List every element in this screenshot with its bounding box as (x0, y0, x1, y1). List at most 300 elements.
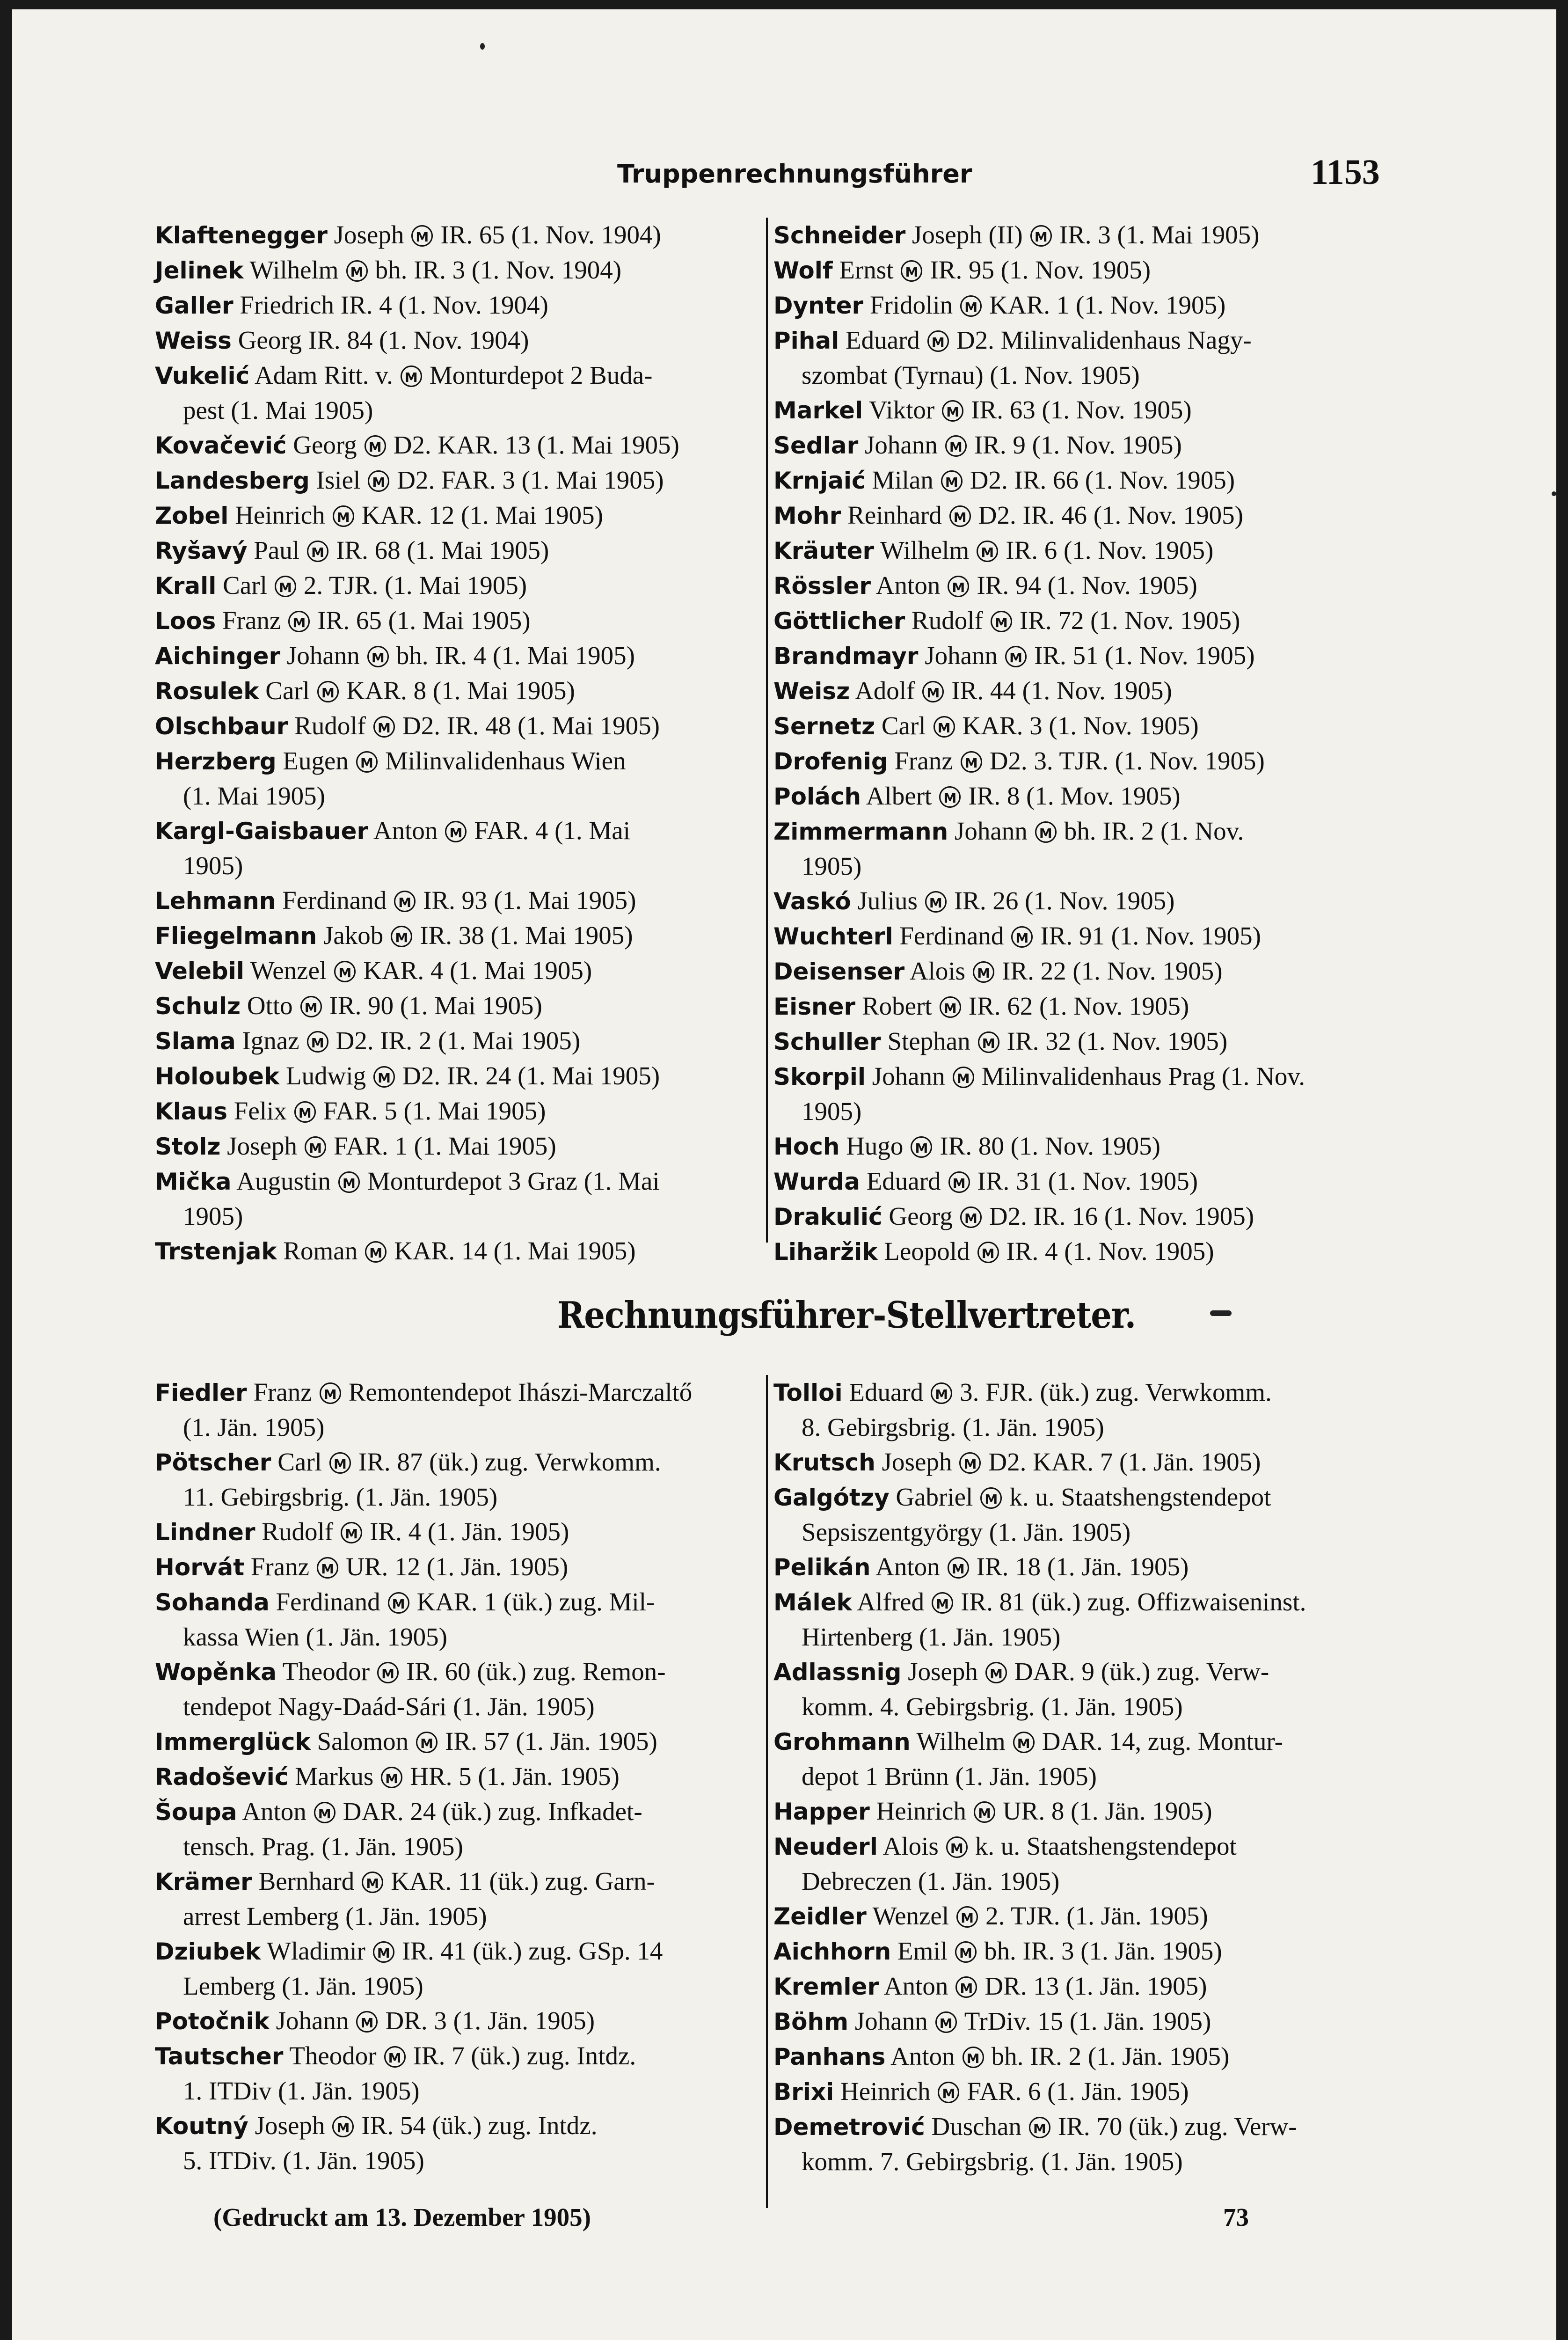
surname: Klaus (155, 1098, 227, 1125)
circled-m-icon (931, 1382, 952, 1404)
surname: Skorpil (773, 1063, 866, 1090)
roster-entry (155, 813, 768, 848)
given-name: Julius (857, 886, 918, 915)
surname: Aichinger (155, 643, 281, 670)
unit-assignment: UR. 8 (1. Jän. 1905) (1002, 1797, 1212, 1825)
surname: Wuchterl (773, 923, 893, 950)
surname: Pihal (773, 327, 839, 354)
unit-assignment: IR. 9 (1. Nov. 1905) (974, 431, 1182, 459)
circled-m-icon (381, 1767, 402, 1788)
circled-m-icon (356, 751, 378, 773)
given-name: Emil (897, 1937, 948, 1965)
circled-m-icon (394, 891, 416, 912)
given-name: Eduard (846, 326, 920, 354)
entry-continuation: Lemberg (1. Jän. 1905) (183, 1972, 423, 2000)
circled-m-icon (953, 1067, 974, 1088)
surname: Schneider (773, 222, 906, 249)
unit-assignment: IR. 44 (1. Nov. 1905) (951, 676, 1172, 705)
entry-continuation: 1905) (183, 1202, 243, 1230)
surname: Krämer (155, 1868, 252, 1895)
unit-assignment: IR. 80 (1. Nov. 1905) (940, 1132, 1160, 1160)
unit-assignment: DR. 13 (1. Jän. 1905) (985, 1972, 1207, 2000)
given-name: Wilhelm (249, 256, 339, 284)
unit-assignment: IR. 41 (ük.) zug. GSp. 14 (401, 1937, 663, 1965)
unit-assignment: KAR. 14 (1. Mai 1905) (394, 1236, 636, 1265)
given-name: Roman (283, 1236, 358, 1265)
unit-assignment: D2. IR. 16 (1. Nov. 1905) (989, 1202, 1254, 1230)
unit-assignment: D2. FAR. 3 (1. Mai 1905) (397, 466, 664, 494)
circled-m-icon (925, 891, 947, 913)
unit-assignment: IR. 4 (1. Nov. 1905) (1006, 1237, 1214, 1265)
circled-m-icon (927, 330, 949, 352)
unit-assignment: D2. IR. 66 (1. Nov. 1905) (970, 466, 1235, 494)
roster-entry (155, 988, 768, 1024)
unit-assignment: IR. 87 (ük.) zug. Verwkomm. (358, 1448, 661, 1476)
circled-m-icon (288, 611, 310, 632)
roster-entry (773, 814, 1386, 849)
circled-m-icon (991, 611, 1012, 632)
given-name: Ferdinand (282, 886, 387, 914)
roster-entry (155, 1654, 768, 1689)
surname: Drakulić (773, 1203, 882, 1230)
roster-entry (773, 1234, 1386, 1269)
circled-m-icon (922, 681, 944, 702)
entry-continuation: komm. 7. Gebirgsbrig. (1. Jän. 1905) (802, 2147, 1183, 2176)
surname: Horvát (155, 1554, 245, 1581)
surname: Krall (155, 572, 217, 600)
circled-m-icon (445, 821, 467, 842)
entry-continuation: pest (1. Mai 1905) (183, 396, 373, 424)
circled-m-icon (960, 1207, 982, 1228)
given-name: Heinrich (876, 1797, 966, 1825)
circled-m-icon (317, 1557, 338, 1579)
given-name: Adolf (855, 676, 915, 705)
roster-entry (155, 2108, 768, 2143)
given-name: Anton (875, 1552, 940, 1581)
unit-assignment: IR. 63 (1. Nov. 1905) (971, 395, 1192, 424)
surname: Immerglück (155, 1728, 311, 1755)
roster-entry (773, 884, 1386, 919)
given-name: Johann (865, 431, 938, 459)
unit-assignment: IR. 70 (ük.) zug. Verw- (1057, 2112, 1297, 2141)
surname: Galgótzy (773, 1484, 890, 1511)
circled-m-icon (346, 260, 368, 282)
given-name: Felix (233, 1097, 287, 1125)
circled-m-icon (373, 716, 395, 738)
given-name: Stephan (887, 1027, 970, 1055)
given-name: Joseph (882, 1448, 952, 1476)
ink-blot (1210, 1310, 1232, 1316)
surname: Mička (155, 1168, 232, 1195)
circled-m-icon (401, 366, 422, 387)
surname: Wurda (773, 1168, 860, 1195)
unit-assignment: 3. FJR. (ük.) zug. Verwkomm. (960, 1378, 1272, 1406)
given-name: Johann (925, 641, 998, 670)
surname: Zobel (155, 502, 229, 529)
surname: Lehmann (155, 887, 276, 914)
surname: Sohanda (155, 1589, 270, 1616)
given-name: Ferdinand (276, 1587, 380, 1616)
unit-assignment: HR. 5 (1. Jän. 1905) (410, 1762, 620, 1791)
circled-m-icon (1013, 1732, 1035, 1753)
entry-continuation: (1. Jän. 1905) (183, 1413, 325, 1441)
circled-m-icon (1030, 225, 1052, 247)
unit-assignment: IR. 18 (1. Jän. 1905) (976, 1552, 1189, 1581)
unit-assignment: bh. IR. 3 (1. Jän. 1905) (984, 1937, 1222, 1965)
surname: Herzberg (155, 748, 277, 775)
unit-assignment: IR. 57 (1. Jän. 1905) (445, 1727, 657, 1755)
given-name: Milan (872, 466, 934, 494)
surname: Jelinek (155, 257, 244, 284)
given-name: Anton (883, 1972, 948, 2000)
surname: Fliegelmann (155, 922, 317, 950)
roster-entry (155, 1759, 768, 1794)
roster-entry (155, 253, 768, 288)
roster-entry (773, 1654, 1386, 1689)
circled-m-icon (338, 1171, 360, 1193)
surname: Liharžik (773, 1238, 878, 1265)
roster-entry (773, 2109, 1386, 2144)
entry-continuation: szombat (Tyrnau) (1. Nov. 1905) (802, 361, 1140, 389)
given-name: Rudolf (262, 1517, 334, 1546)
given-name: Leopold (884, 1237, 970, 1265)
entry-continuation: 5. ITDiv. (1. Jän. 1905) (183, 2146, 424, 2175)
surname: Kargl-Gaisbauer (155, 818, 369, 845)
roster-entry (773, 533, 1386, 568)
unit-assignment: Monturdepot 2 Buda- (429, 361, 653, 389)
unit-assignment: 2. TJR. (1. Jän. 1905) (985, 1901, 1208, 1930)
surname: Kovačević (155, 432, 287, 459)
circled-m-icon (388, 1592, 409, 1614)
unit-assignment: D2. KAR. 13 (1. Mai 1905) (393, 431, 679, 459)
circled-m-icon (1029, 2117, 1050, 2138)
unit-assignment: FAR. 1 (1. Mai 1905) (334, 1132, 556, 1160)
surname: Fiedler (155, 1379, 247, 1406)
roster-entry (155, 568, 768, 603)
roster-entry (773, 218, 1386, 253)
right-column-top (773, 218, 1386, 1269)
given-name: Johann (276, 2006, 349, 2035)
unit-assignment: bh. IR. 2 (1. Nov. (1064, 817, 1244, 845)
unit-assignment: IR. 38 (1. Mai 1905) (420, 921, 633, 950)
surname: Schulz (155, 993, 241, 1020)
given-name: Ludwig (286, 1061, 366, 1090)
unit-assignment: KAR. 1 (1. Nov. 1905) (989, 291, 1226, 319)
given-name: Ignaz (242, 1026, 299, 1055)
surname: Krutsch (773, 1449, 875, 1476)
given-name: Jakob (323, 921, 384, 950)
unit-assignment: bh. IR. 2 (1. Jän. 1905) (991, 2042, 1230, 2070)
roster-entry (155, 218, 768, 253)
unit-assignment: DR. 3 (1. Jän. 1905) (385, 2006, 595, 2035)
unit-assignment: IR. 4 (1. Jän. 1905) (370, 1517, 569, 1546)
surname: Sedlar (773, 432, 859, 459)
roster-entry (155, 1059, 768, 1094)
given-name: Georg IR. 84 (1. Nov. 1904) (238, 326, 529, 354)
circled-m-icon (901, 260, 922, 282)
roster-entry (155, 603, 768, 638)
surname: Neuderl (773, 1833, 878, 1860)
circled-m-icon (307, 541, 328, 562)
given-name: Wladimir (267, 1937, 365, 1965)
given-name: Johann (872, 1062, 945, 1090)
right-column-bottom (773, 1375, 1386, 2179)
given-name: Augustin (236, 1167, 331, 1195)
circled-m-icon (367, 646, 389, 667)
roster-entry (155, 1445, 768, 1480)
circled-m-icon (332, 2116, 354, 2137)
given-name: Franz (222, 606, 281, 635)
entry-continuation: 1905) (802, 1097, 862, 1126)
roster-entry (155, 1794, 768, 1829)
surname: Landesberg (155, 467, 310, 494)
unit-assignment: 2. TJR. (1. Mai 1905) (303, 571, 527, 600)
roster-entry (155, 428, 768, 463)
surname: Kräuter (773, 537, 875, 564)
roster-entry (773, 1934, 1386, 1969)
surname: Stolz (155, 1133, 221, 1160)
roster-entry (155, 1514, 768, 1550)
surname: Adlassnig (773, 1659, 902, 1686)
roster-entry (773, 1129, 1386, 1164)
roster-entry (773, 253, 1386, 288)
unit-assignment: IR. 60 (ük.) zug. Remon- (406, 1657, 666, 1686)
given-name: Adam Ritt. v. (254, 361, 393, 389)
surname: Lindner (155, 1519, 255, 1546)
circled-m-icon (955, 1941, 977, 1963)
running-header: Truppenrechnungsführer (617, 159, 972, 189)
given-name: Markus (295, 1762, 374, 1791)
unit-assignment: k. u. Staatshengstendepot (975, 1832, 1237, 1860)
circled-m-icon (935, 2011, 957, 2033)
unit-assignment: IR. 95 (1. Nov. 1905) (930, 256, 1151, 284)
given-name: Joseph (908, 1657, 978, 1686)
roster-entry (155, 709, 768, 744)
roster-entry (155, 1164, 768, 1199)
given-name: Viktor (868, 395, 935, 424)
unit-assignment: IR. 22 (1. Nov. 1905) (1002, 957, 1223, 985)
circled-m-icon (939, 786, 961, 808)
roster-entry (773, 709, 1386, 744)
given-name: Georg (889, 1202, 953, 1230)
given-name: Heinrich (235, 501, 325, 529)
roster-entry (155, 1550, 768, 1585)
circled-m-icon (307, 1031, 328, 1053)
circled-m-icon (940, 996, 961, 1018)
given-name: Duschan (931, 2112, 1021, 2141)
roster-entry (155, 323, 768, 358)
roster-entry (155, 638, 768, 673)
roster-entry (155, 1585, 768, 1620)
roster-entry (155, 463, 768, 498)
given-name: Johann (954, 817, 1028, 845)
scan-speck (480, 43, 485, 50)
circled-m-icon (368, 470, 389, 492)
given-name: Bernhard (258, 1867, 355, 1895)
circled-m-icon (956, 1906, 978, 1928)
unit-assignment: D2. KAR. 7 (1. Jän. 1905) (988, 1448, 1261, 1476)
entry-continuation: arrest Lemberg (1. Jän. 1905) (183, 1902, 487, 1930)
given-name: Carl (881, 711, 926, 740)
circled-m-icon (1011, 926, 1033, 948)
unit-assignment: IR. 72 (1. Nov. 1905) (1019, 606, 1240, 635)
surname: Wolf (773, 257, 833, 284)
circled-m-icon (938, 2082, 959, 2103)
unit-assignment: Monturdepot 3 Graz (1. Mai (367, 1167, 660, 1195)
unit-assignment: IR. 91 (1. Nov. 1905) (1040, 921, 1261, 950)
surname: Deisenser (773, 958, 905, 985)
unit-assignment: D2. IR. 46 (1. Nov. 1905) (978, 501, 1243, 529)
roster-entry (773, 603, 1386, 638)
circled-m-icon (942, 400, 963, 422)
circled-m-icon (949, 505, 971, 527)
roster-entry (773, 498, 1386, 533)
roster-entry (155, 288, 768, 323)
left-column-top (155, 218, 768, 1269)
given-name: Ernst (839, 256, 894, 284)
given-name: Johann (286, 641, 360, 670)
entry-continuation: (1. Mai 1905) (183, 782, 325, 810)
circled-m-icon (963, 2047, 984, 2068)
circled-m-icon (974, 1801, 995, 1823)
given-name: Salomon (317, 1727, 409, 1755)
given-name: Wilhelm (916, 1727, 1006, 1755)
unit-assignment: UR. 12 (1. Jän. 1905) (346, 1552, 569, 1581)
given-name: Hugo (846, 1132, 904, 1160)
unit-assignment: IR. 54 (ük.) zug. Intdz. (361, 2111, 598, 2140)
entry-continuation: Sepsiszentgyörgy (1. Jän. 1905) (802, 1518, 1131, 1546)
circled-m-icon (317, 681, 339, 702)
unit-assignment: IR. 8 (1. Mov. 1905) (968, 782, 1181, 810)
given-name: Robert (861, 992, 932, 1020)
surname: Polách (773, 783, 861, 810)
roster-entry (773, 288, 1386, 323)
given-name: Joseph (227, 1132, 297, 1160)
given-name: Wenzel (250, 956, 327, 985)
given-name: Wilhelm (880, 536, 970, 564)
surname: Loos (155, 607, 216, 635)
entry-continuation: 8. Gebirgsbrig. (1. Jän. 1905) (802, 1413, 1104, 1441)
surname: Šoupa (155, 1799, 237, 1826)
surname: Zimmermann (773, 818, 948, 845)
unit-assignment: KAR. 4 (1. Mai 1905) (363, 956, 592, 985)
given-name: Georg (293, 431, 357, 459)
surname: Rosulek (155, 678, 259, 705)
surname: Tolloi (773, 1379, 843, 1406)
circled-m-icon (356, 2011, 378, 2033)
entry-continuation: komm. 4. Gebirgsbrig. (1. Jän. 1905) (802, 1692, 1183, 1721)
given-name: Franz (250, 1552, 310, 1581)
roster-entry (773, 1829, 1386, 1864)
circled-m-icon (985, 1662, 1007, 1683)
unit-assignment: KAR. 1 (ük.) zug. Mil- (416, 1587, 655, 1616)
surname: Drofenig (773, 748, 888, 775)
roster-entry (155, 1934, 768, 1969)
unit-assignment: DAR. 14, zug. Montur- (1042, 1727, 1283, 1755)
unit-assignment: FAR. 5 (1. Mai 1905) (323, 1097, 546, 1125)
roster-entry (773, 393, 1386, 428)
roster-entry (773, 744, 1386, 779)
circled-m-icon (377, 1662, 399, 1683)
circled-m-icon (955, 1976, 977, 1998)
unit-assignment: D2. IR. 24 (1. Mai 1905) (402, 1061, 660, 1090)
surname: Happer (773, 1798, 870, 1825)
roster-entry (773, 2039, 1386, 2074)
unit-assignment: DAR. 24 (ük.) zug. Infkadet- (343, 1797, 642, 1826)
surname: Weisz (773, 678, 850, 705)
roster-entry (773, 568, 1386, 603)
roster-entry (773, 1794, 1386, 1829)
circled-m-icon (941, 470, 963, 492)
surname: Weiss (155, 327, 232, 354)
given-name: Theodor (289, 2041, 377, 2070)
unit-assignment: IR. 3 (1. Mai 1905) (1059, 220, 1260, 249)
given-name: Paul (254, 536, 300, 564)
circled-m-icon (329, 1452, 351, 1474)
circled-m-icon (305, 1136, 326, 1158)
unit-assignment: D2. Milinvalidenhaus Nagy- (956, 326, 1252, 354)
surname: Trstenjak (155, 1238, 277, 1265)
entry-continuation: tendepot Nagy-Daád-Sári (1. Jän. 1905) (183, 1692, 595, 1721)
surname: Krnjaić (773, 467, 866, 494)
surname: Vaskó (773, 888, 851, 915)
surname: Göttlicher (773, 607, 905, 635)
unit-assignment: IR. 7 (ük.) zug. Intdz. (413, 2041, 636, 2070)
surname: Pelikán (773, 1554, 871, 1581)
circled-m-icon (932, 1592, 953, 1614)
circled-m-icon (365, 1241, 387, 1263)
circled-m-icon (391, 926, 412, 947)
entry-continuation: 1905) (183, 851, 243, 880)
given-name: Fridolin (869, 291, 953, 319)
unit-assignment: IR. 68 (1. Mai 1905) (336, 536, 549, 564)
unit-assignment: IR. 94 (1. Nov. 1905) (977, 571, 1197, 600)
roster-entry (773, 989, 1386, 1024)
given-name: Wenzel (872, 1901, 949, 1930)
given-name: Anton (373, 816, 438, 845)
roster-entry (773, 1024, 1386, 1059)
surname: Markel (773, 397, 863, 424)
circled-m-icon (365, 435, 386, 457)
surname: Eisner (773, 993, 856, 1020)
given-name: Carl (277, 1448, 322, 1476)
surname: Vukelić (155, 362, 250, 389)
roster-entry (155, 1375, 768, 1410)
given-name: Alois (909, 957, 966, 985)
roster-entry (155, 1024, 768, 1059)
surname: Mohr (773, 502, 841, 529)
surname: Brandmayr (773, 643, 919, 670)
roster-entry (155, 1094, 768, 1129)
unit-assignment: IR. 65 (1. Nov. 1904) (440, 220, 661, 249)
unit-assignment: DAR. 9 (ük.) zug. Verw- (1014, 1657, 1269, 1686)
given-name: Otto (247, 991, 293, 1020)
column-divider-bottom (766, 1375, 768, 2208)
given-name: Alois (882, 1832, 939, 1860)
entry-continuation: kassa Wien (1. Jän. 1905) (183, 1623, 447, 1651)
surname: Schuller (773, 1028, 881, 1055)
surname: Málek (773, 1589, 852, 1616)
entry-continuation: depot 1 Brünn (1. Jän. 1905) (802, 1762, 1097, 1791)
circled-m-icon (334, 961, 356, 982)
unit-assignment: bh. IR. 4 (1. Mai 1905) (396, 641, 635, 670)
circled-m-icon (960, 295, 982, 317)
unit-assignment: Milinvalidenhaus Prag (1. Nov. (981, 1062, 1305, 1090)
entry-continuation: 1. ITDiv (1. Jän. 1905) (183, 2077, 420, 2105)
roster-entry (773, 1059, 1386, 1094)
roster-entry (773, 323, 1386, 358)
circled-m-icon (1005, 646, 1027, 667)
